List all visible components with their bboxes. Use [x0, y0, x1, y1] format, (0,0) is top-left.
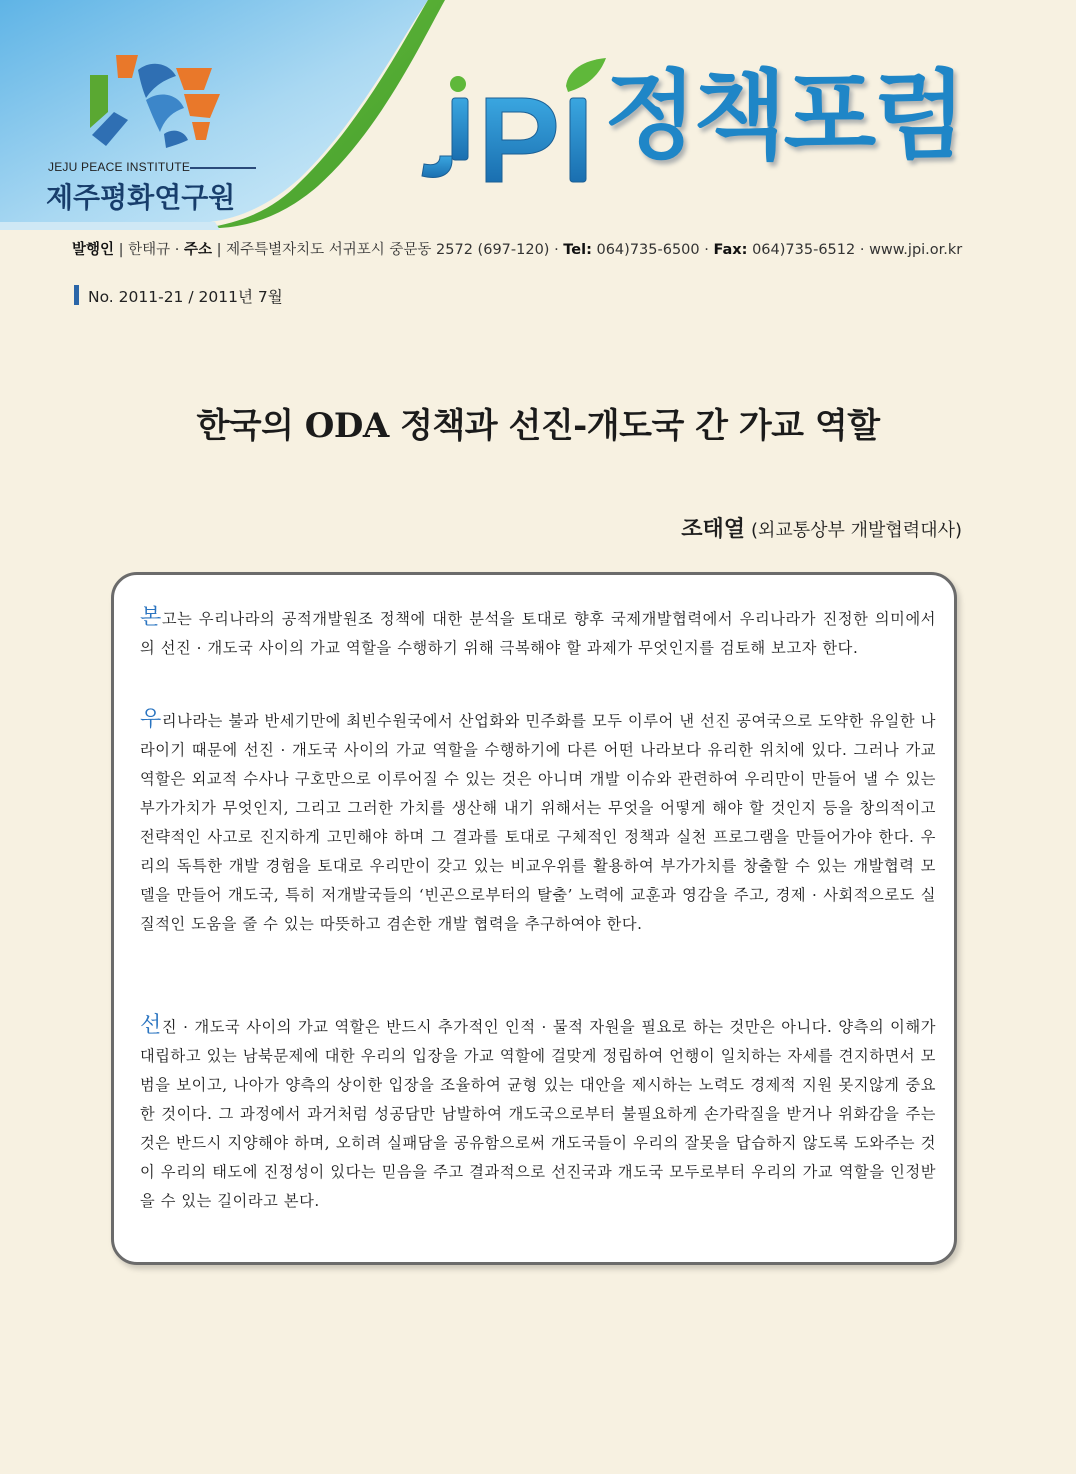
publisher-label: 발행인 — [72, 242, 115, 258]
summary-box — [111, 572, 957, 1265]
publisher-name: 한태규 — [128, 242, 171, 258]
separator: · — [554, 242, 559, 258]
summary-paragraph-3 — [140, 1013, 936, 1216]
divider — [190, 167, 256, 169]
website-link[interactable]: www.jpi.or.kr — [869, 242, 963, 258]
tel-label: Tel: — [563, 242, 592, 258]
paragraph-text: 리나라는 불과 반세기만에 최빈수원국에서 산업화와 민주화를 모두 이루어 낸 선진 공여국으로 도약한 유일한 나라이기 때문에 선진 · 개도국 사이의 가교 역할을 수행하기에 다른 어떤 나라보다 유리한 위치에 있다. 그러나 가교 역할은 외교적 수사나 구호만으로 이루어질 수 있는 것은 아니며 개발 이슈와 관련하여 우리만이 만들어 낼 수 있는 부가가치가 무엇인지, 그리고 그러한 가치를 생산해 내기 위해서는 무엇을 어떻게 해야 할 것인지 등을 창의적이고 전략적인 사고로 진지하게 고민해야 하며 그 결과를 토대로 구체적인 정책과 실천 프로그램을 만들어가야 한다. 우리의 독특한 개발 경험을 토대로 우리만이 갖고 있는 비교우위를 활용하여 부가가치를 창출할 수 있는 개발협력 모델을 만들어 개도국, 특히 저개발국들의 ‘빈곤으로부터의 탈출’ 노력에 교훈과 영감을 주고, 경제 · 사회적으로도 실질적인 도움을 줄 수 있는 따뜻하고 겸손한 개발 협력을 추구하여야 한다. — [140, 712, 936, 933]
divider: | — [216, 242, 222, 258]
separator: · — [174, 242, 180, 258]
issue-number: No. 2011-21 / 2011년 7월 — [88, 288, 283, 306]
fax-number: 064)735-6512 — [752, 242, 856, 258]
author-line — [681, 512, 962, 543]
institute-name-ko: 제주평화연구원 — [46, 181, 236, 214]
dropcap: 우 — [140, 707, 162, 732]
jpi-emblem-icon — [80, 50, 230, 160]
summary-paragraph-2 — [140, 707, 936, 939]
institute-name-en: JEJU PEACE INSTITUTE — [48, 160, 191, 174]
jpi-wordmark — [418, 52, 618, 192]
issue-marker — [74, 285, 79, 305]
dropcap: 본 — [140, 605, 162, 630]
publisher-info — [72, 238, 1012, 259]
address-label: 주소 — [184, 242, 213, 258]
paragraph-text: 진 · 개도국 사이의 가교 역할은 반드시 추가적인 인적 · 물적 자원을 필요로 하는 것만은 아니다. 양측의 이해가 대립하고 있는 남북문제에 대한 우리의 입장을 가교 역할에 걸맞게 정립하여 언행이 일치하는 자세를 견지하면서 모범을 보이고, 나아가 양측의 상이한 입장을 조율하여 균형 있는 대안을 제시하는 노력도 경제적 지원 못지않게 중요한 것이다. 그 과정에서 과거처럼 성공담만 남발하여 개도국으로부터 불필요하게 손가락질을 받거나 위화감을 주는 것은 반드시 지양해야 하며, 오히려 실패담을 공유함으로써 개도국들이 우리의 잘못을 답습하지 않도록 도와주는 것이 우리의 태도에 진정성이 있다는 믿음을 주고 결과적으로 선진국과 개도국 모두로부터 우리의 가교 역할을 인정받을 수 있는 길이라고 본다. — [140, 1018, 936, 1210]
masthead-title: 정책포럼 — [604, 60, 963, 172]
document-title: 한국의 ODA 정책과 선진-개도국 간 가교 역할 — [196, 406, 880, 446]
paragraph-text: 고는 우리나라의 공적개발원조 정책에 대한 분석을 토대로 향후 국제개발협력에서 우리나라가 진정한 의미에서의 선진 · 개도국 사이의 가교 역할을 수행하기 위해 극복해야 할 과제가 무엇인지를 검토해 보고자 한다. — [140, 610, 936, 657]
separator: · — [704, 242, 709, 258]
tel-number: 064)735-6500 — [596, 242, 700, 258]
author-name: 조태열 — [681, 517, 745, 542]
fax-label: Fax: — [713, 242, 748, 258]
separator: · — [859, 242, 865, 258]
divider: | — [118, 242, 124, 258]
summary-paragraph-1 — [140, 605, 936, 663]
dropcap: 선 — [140, 1013, 162, 1038]
author-affiliation: (외교통상부 개발협력대사) — [750, 520, 962, 541]
address: 제주특별자치도 서귀포시 중문동 2572 (697-120) — [226, 242, 550, 258]
